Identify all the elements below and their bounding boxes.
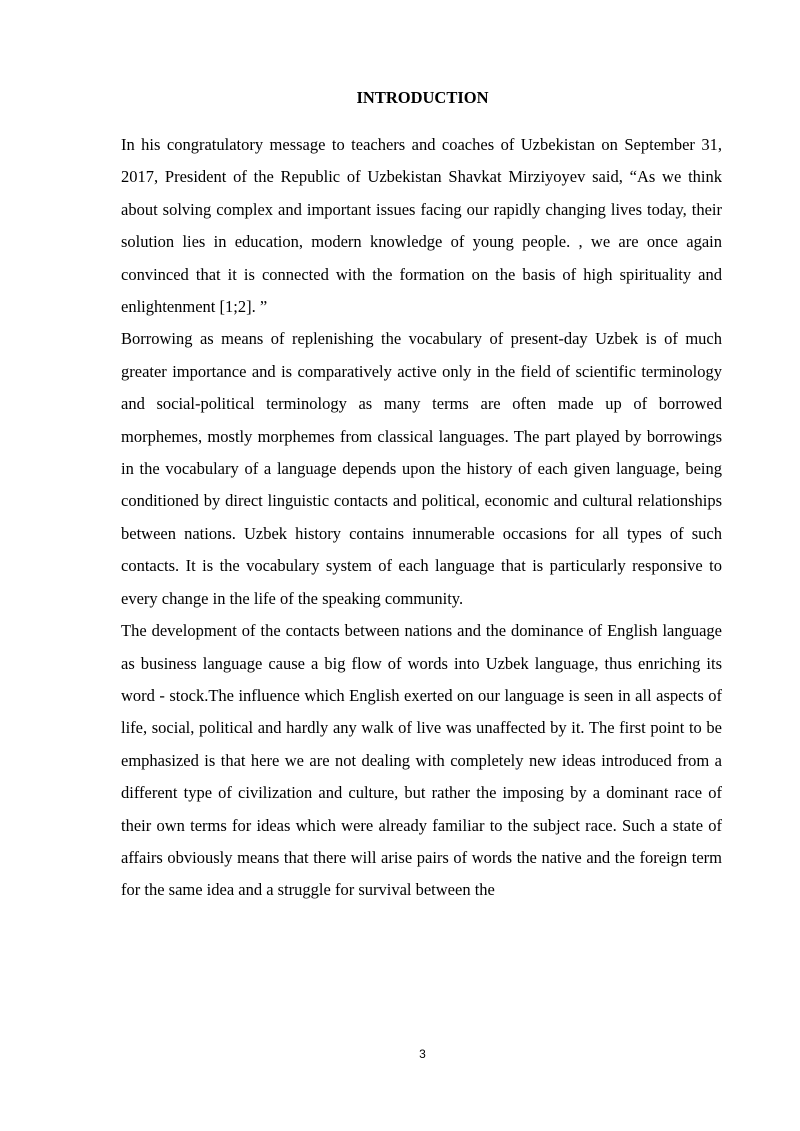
paragraph-presidential-message: In his congratulatory message to teachers and coaches of Uzbekistan on September 31, 2017, President of the Republic of Uzbekistan Shavkat Mirziyoyev said, “As we think about solving complex and important issues facing our rapidly changing lives today, their solution lies in education, modern knowledge of young people. , we are once again convinced that it is connected with the formation on the basis of high spirituality and enlightenment [1;2]. ” xyxy=(121,135,722,317)
page-number: 3 xyxy=(419,1047,426,1061)
body-text xyxy=(121,129,722,907)
paragraph-english-influence: The development of the contacts between nations and the dominance of English language as business language cause a big flow of words into Uzbek language, thus enriching its word - stock.The influence which English exerted on our language is seen in all aspects of life, social, political and hardly any walk of live was unaffected by it. The first point to be emphasized is that here we are not dealing with completely new ideas introduced from a different type of civilization and culture, but rather the imposing by a dominant race of their own terms for ideas which were already familiar to the subject race. Such a state of affairs obviously means that there will arise pairs of words the native and the foreign term for the same idea and a struggle for survival between the xyxy=(121,621,722,900)
page-title: INTRODUCTION xyxy=(356,88,489,107)
paragraph-borrowing: Borrowing as means of replenishing the vocabulary of present-day Uzbek is of much greater importance and is comparatively active only in the field of scientific terminology and social-political terminology as many terms are often made up of borrowed morphemes, mostly morphemes from classical languages. The part played by borrowings in the vocabulary of a language depends upon the history of each given language, being conditioned by direct linguistic contacts and political, economic and cultural relationships between nations. Uzbek history contains innumerable occasions for all types of such contacts. It is the vocabulary system of each language that is particularly responsive to every change in the life of the speaking community. xyxy=(121,329,722,608)
